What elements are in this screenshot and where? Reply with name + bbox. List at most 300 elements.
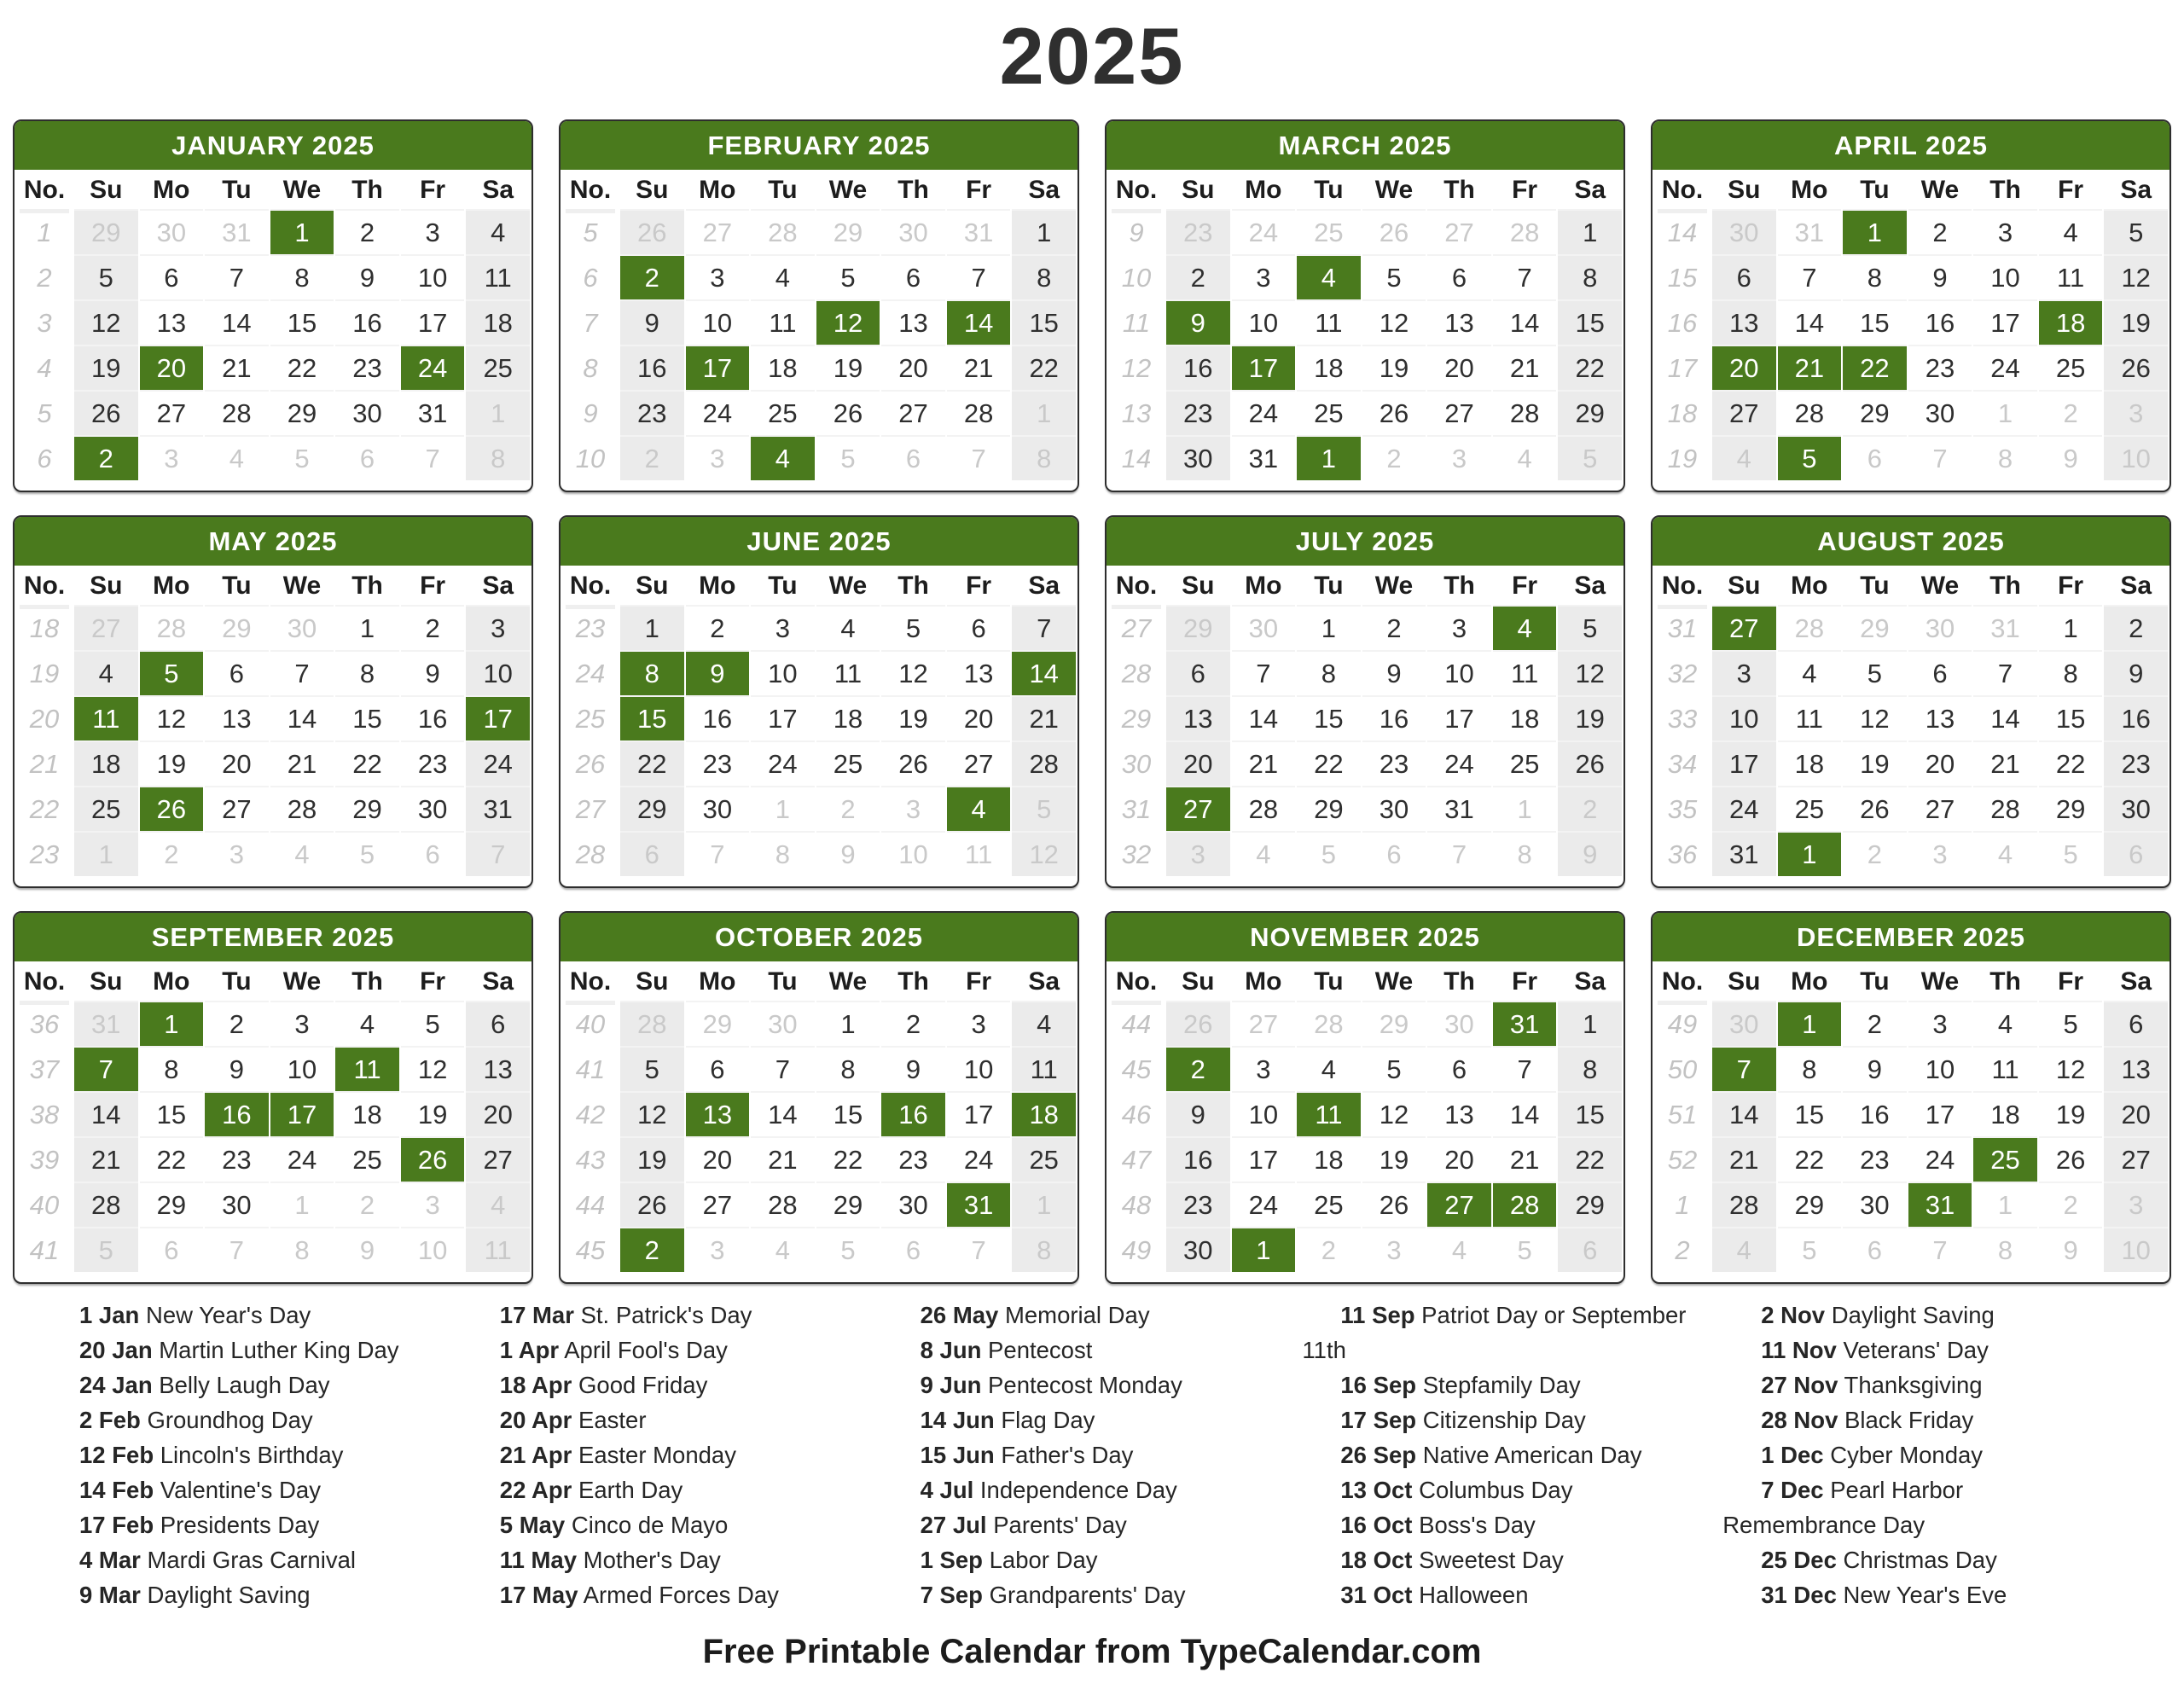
- holiday-day-cell: 8: [620, 652, 684, 695]
- day-cell: 6: [1843, 437, 1907, 480]
- weekday-header: Tu: [1297, 171, 1361, 209]
- day-cell: 7: [401, 437, 465, 480]
- weekday-header: Sa: [1558, 171, 1622, 209]
- day-cell: 28: [205, 392, 269, 435]
- week-number: 41: [575, 1054, 606, 1084]
- day-cell: 21: [751, 1138, 815, 1182]
- holiday-date: 11 Nov: [1761, 1337, 1837, 1363]
- day-cell: 28: [1232, 787, 1296, 831]
- day-cell: 24: [686, 392, 750, 435]
- weekday-header: Su: [620, 567, 684, 605]
- day-cell: 28: [751, 1183, 815, 1227]
- holiday-item: [882, 1333, 1303, 1368]
- weekday-header: Th: [881, 963, 945, 1001]
- holiday-date: 17 Feb: [79, 1512, 154, 1538]
- weekday-header: We: [816, 171, 880, 209]
- day-cell: 30: [2104, 787, 2168, 831]
- week-row: [562, 1002, 1076, 1046]
- week-row: [1654, 742, 2168, 786]
- holiday-date: 25 Dec: [1761, 1547, 1837, 1573]
- day-cell: 1: [1493, 787, 1557, 831]
- holiday-day-cell: 11: [74, 697, 138, 740]
- day-cell: 24: [1973, 346, 2037, 390]
- day-cell: 8: [1973, 1228, 2037, 1272]
- day-cell: 11: [466, 1228, 530, 1272]
- day-cell: 21: [1973, 742, 2037, 786]
- day-cell: 8: [816, 1048, 880, 1091]
- day-cell: 28: [140, 607, 204, 650]
- day-cell: 3: [140, 437, 204, 480]
- weekday-header-row: [1654, 171, 2168, 209]
- holiday-day-cell: 5: [1778, 437, 1842, 480]
- weekday-header: Sa: [1012, 171, 1076, 209]
- day-cell: 10: [1973, 256, 2037, 299]
- day-cell: 3: [1166, 833, 1230, 876]
- day-cell: 9: [2039, 1228, 2103, 1272]
- day-cell: 20: [1166, 742, 1230, 786]
- day-cell: 3: [881, 787, 945, 831]
- holiday-date: 21 Apr: [499, 1442, 572, 1468]
- month-table: [561, 961, 1077, 1274]
- month-table: [1653, 566, 2169, 878]
- day-cell: 6: [947, 607, 1011, 650]
- day-cell: 8: [1843, 256, 1907, 299]
- week-number: 9: [1129, 217, 1144, 247]
- week-number: 27: [575, 793, 606, 824]
- holiday-day-cell: 28: [1493, 1183, 1557, 1227]
- weekday-header: We: [270, 567, 334, 605]
- day-cell: 12: [620, 1093, 684, 1136]
- weekday-header: Mo: [1778, 567, 1842, 605]
- day-cell: 29: [270, 392, 334, 435]
- day-cell: 12: [1012, 833, 1076, 876]
- weekday-header-row: [1108, 171, 1622, 209]
- day-cell: 25: [335, 1138, 399, 1182]
- holiday-name: Lincoln's Birthday: [154, 1442, 344, 1468]
- holiday-name: Flag Day: [994, 1407, 1095, 1433]
- day-cell: 5: [270, 437, 334, 480]
- weekday-header: Mo: [686, 567, 750, 605]
- day-cell: 3: [401, 1183, 465, 1227]
- holiday-name: Grandparents' Day: [982, 1582, 1186, 1608]
- day-cell: 21: [1493, 1138, 1557, 1182]
- holiday-item: [41, 1368, 462, 1402]
- day-cell: 27: [74, 607, 138, 650]
- week-number: 22: [29, 793, 60, 824]
- day-cell: 28: [1712, 1183, 1776, 1227]
- month-title: FEBRUARY 2025: [561, 121, 1077, 170]
- week-number: 18: [29, 613, 60, 643]
- week-number: 32: [1121, 839, 1152, 869]
- holiday-day-cell: 2: [1166, 1048, 1230, 1091]
- day-cell: 5: [1493, 1228, 1557, 1272]
- week-number: 10: [1121, 262, 1152, 293]
- weekday-header: No.: [562, 963, 619, 1001]
- day-cell: 1: [335, 607, 399, 650]
- week-number: 29: [1121, 703, 1152, 734]
- weekday-header: Su: [1166, 963, 1230, 1001]
- holiday-date: 20 Apr: [499, 1407, 572, 1433]
- month-table: [1107, 566, 1623, 878]
- day-cell: 23: [686, 742, 750, 786]
- day-cell: 2: [620, 437, 684, 480]
- day-cell: 8: [335, 652, 399, 695]
- day-cell: 10: [686, 301, 750, 345]
- holiday-day-cell: 20: [140, 346, 204, 390]
- week-number: 14: [1667, 217, 1698, 247]
- weekday-header: Fr: [1493, 963, 1557, 1001]
- day-cell: 6: [881, 437, 945, 480]
- month-card: [559, 119, 1079, 492]
- weekday-header: Fr: [2039, 171, 2103, 209]
- week-number: 31: [1667, 613, 1698, 643]
- day-cell: 2: [881, 1002, 945, 1046]
- day-cell: 7: [1493, 256, 1557, 299]
- month-table: [1107, 170, 1623, 482]
- holiday-column: [1302, 1298, 1722, 1612]
- week-number: 4: [37, 352, 52, 383]
- holiday-day-cell: 26: [140, 787, 204, 831]
- week-number: 40: [29, 1189, 60, 1220]
- month-card: [13, 911, 533, 1284]
- weekday-header-row: [16, 171, 530, 209]
- weekday-header: We: [270, 171, 334, 209]
- day-cell: 4: [1712, 1228, 1776, 1272]
- holiday-date: 1 Dec: [1761, 1442, 1824, 1468]
- day-cell: 12: [140, 697, 204, 740]
- day-cell: 23: [1166, 211, 1230, 254]
- month-card: [559, 911, 1079, 1284]
- week-row: [16, 346, 530, 390]
- week-number: 3: [37, 307, 52, 338]
- holiday-name: Pearl Harbor Remembrance Day: [1722, 1477, 1964, 1538]
- day-cell: 5: [620, 1048, 684, 1091]
- day-cell: 9: [1843, 1048, 1907, 1091]
- day-cell: 31: [1778, 211, 1842, 254]
- week-row: [16, 1138, 530, 1182]
- day-cell: 8: [1493, 833, 1557, 876]
- holiday-day-cell: 18: [2039, 301, 2103, 345]
- day-cell: 6: [2104, 833, 2168, 876]
- day-cell: 1: [1012, 1183, 1076, 1227]
- holiday-item: [462, 1437, 882, 1472]
- day-cell: 27: [686, 1183, 750, 1227]
- weekday-header: No.: [16, 963, 73, 1001]
- day-cell: 27: [1908, 787, 1972, 831]
- holiday-day-cell: 27: [1166, 787, 1230, 831]
- day-cell: 10: [1908, 1048, 1972, 1091]
- day-cell: 21: [205, 346, 269, 390]
- day-cell: 28: [270, 787, 334, 831]
- week-row: [1654, 1048, 2168, 1091]
- holiday-day-cell: 21: [1778, 346, 1842, 390]
- day-cell: 21: [947, 346, 1011, 390]
- day-cell: 22: [1778, 1138, 1842, 1182]
- holiday-day-cell: 1: [1232, 1228, 1296, 1272]
- day-cell: 18: [466, 301, 530, 345]
- day-cell: 3: [2104, 392, 2168, 435]
- holiday-day-cell: 20: [1712, 346, 1776, 390]
- holiday-date: 14 Feb: [79, 1477, 154, 1503]
- week-row: [1654, 346, 2168, 390]
- day-cell: 3: [686, 437, 750, 480]
- weekday-header: No.: [1654, 171, 1711, 209]
- holiday-item: [1722, 1542, 2143, 1577]
- week-row: [1654, 1002, 2168, 1046]
- day-cell: 18: [816, 697, 880, 740]
- day-cell: 24: [1232, 392, 1296, 435]
- day-cell: 4: [1778, 652, 1842, 695]
- day-cell: 4: [751, 1228, 815, 1272]
- day-cell: 3: [401, 211, 465, 254]
- day-cell: 2: [335, 211, 399, 254]
- holiday-day-cell: 31: [1493, 1002, 1557, 1046]
- weekday-header: Mo: [1778, 171, 1842, 209]
- week-row: [1108, 607, 1622, 650]
- day-cell: 28: [1973, 787, 2037, 831]
- week-number: 23: [575, 613, 606, 643]
- day-cell: 30: [1362, 787, 1426, 831]
- day-cell: 24: [1427, 742, 1491, 786]
- holiday-day-cell: 5: [140, 652, 204, 695]
- day-cell: 10: [1427, 652, 1491, 695]
- day-cell: 5: [335, 833, 399, 876]
- week-row: [1654, 256, 2168, 299]
- day-cell: 10: [1232, 301, 1296, 345]
- day-cell: 4: [335, 1002, 399, 1046]
- week-row: [562, 211, 1076, 254]
- holiday-date: 5 May: [499, 1512, 566, 1538]
- month-table: [15, 170, 531, 482]
- day-cell: 7: [1493, 1048, 1557, 1091]
- week-number: 37: [29, 1054, 60, 1084]
- day-cell: 23: [1166, 1183, 1230, 1227]
- day-cell: 5: [74, 1228, 138, 1272]
- day-cell: 1: [74, 833, 138, 876]
- day-cell: 5: [816, 256, 880, 299]
- day-cell: 2: [1908, 211, 1972, 254]
- day-cell: 10: [1232, 1093, 1296, 1136]
- day-cell: 30: [1427, 1002, 1491, 1046]
- month-table: [1653, 961, 2169, 1274]
- day-cell: 1: [466, 392, 530, 435]
- day-cell: 1: [1012, 392, 1076, 435]
- day-cell: 25: [751, 392, 815, 435]
- week-number: 28: [575, 839, 606, 869]
- weekday-header: Fr: [1493, 171, 1557, 209]
- day-cell: 30: [686, 787, 750, 831]
- holiday-name: Sweetest Day: [1412, 1547, 1564, 1573]
- day-cell: 2: [401, 607, 465, 650]
- day-cell: 20: [1427, 346, 1491, 390]
- holiday-name: Good Friday: [572, 1372, 708, 1398]
- holiday-date: 18 Apr: [499, 1372, 572, 1398]
- day-cell: 8: [270, 1228, 334, 1272]
- week-number: 1: [37, 217, 52, 247]
- holiday-item: [41, 1333, 462, 1368]
- day-cell: 13: [881, 301, 945, 345]
- week-row: [1108, 1228, 1622, 1272]
- day-cell: 30: [140, 211, 204, 254]
- day-cell: 5: [816, 437, 880, 480]
- holiday-day-cell: 1: [1843, 211, 1907, 254]
- holiday-item: [1722, 1577, 2143, 1612]
- day-cell: 3: [1427, 437, 1491, 480]
- month-table: [1107, 961, 1623, 1274]
- month-card: [1105, 515, 1625, 888]
- day-cell: 8: [140, 1048, 204, 1091]
- day-cell: 16: [1843, 1093, 1907, 1136]
- week-number: 30: [1121, 748, 1152, 779]
- day-cell: 25: [2039, 346, 2103, 390]
- week-row: [16, 392, 530, 435]
- week-row: [1654, 652, 2168, 695]
- month-title: JUNE 2025: [561, 517, 1077, 566]
- holiday-day-cell: 1: [1778, 833, 1842, 876]
- day-cell: 23: [881, 1138, 945, 1182]
- day-cell: 12: [1558, 652, 1622, 695]
- day-cell: 5: [1778, 1228, 1842, 1272]
- holiday-day-cell: 1: [270, 211, 334, 254]
- day-cell: 28: [620, 1002, 684, 1046]
- week-number: 50: [1667, 1054, 1698, 1084]
- weekday-header: Th: [1973, 171, 2037, 209]
- week-row: [562, 1228, 1076, 1272]
- week-number: 38: [29, 1099, 60, 1129]
- day-cell: 21: [1493, 346, 1557, 390]
- day-cell: 4: [1297, 1048, 1361, 1091]
- holiday-item: [41, 1298, 462, 1333]
- holiday-date: 26 Sep: [1340, 1442, 1417, 1468]
- weekday-header: Th: [881, 567, 945, 605]
- day-cell: 22: [1558, 1138, 1622, 1182]
- day-cell: 5: [1843, 652, 1907, 695]
- holiday-date: 16 Sep: [1340, 1372, 1417, 1398]
- week-row: [16, 256, 530, 299]
- week-number: 49: [1667, 1008, 1698, 1039]
- day-cell: 18: [74, 742, 138, 786]
- month-table: [15, 961, 531, 1274]
- week-row: [1654, 1138, 2168, 1182]
- weekday-header: Th: [335, 567, 399, 605]
- weekday-header: Sa: [466, 171, 530, 209]
- page-title: 2025: [999, 11, 1185, 101]
- weekday-header: Mo: [1232, 171, 1296, 209]
- week-row: [1108, 787, 1622, 831]
- day-cell: 28: [1012, 742, 1076, 786]
- holiday-name: Patriot Day or September 11th: [1302, 1302, 1687, 1363]
- month-title: DECEMBER 2025: [1653, 913, 2169, 961]
- week-row: [1654, 301, 2168, 345]
- day-cell: 12: [2039, 1048, 2103, 1091]
- weekday-header: Sa: [466, 567, 530, 605]
- day-cell: 12: [1843, 697, 1907, 740]
- holiday-date: 12 Feb: [79, 1442, 154, 1468]
- day-cell: 2: [1843, 833, 1907, 876]
- day-cell: 6: [1908, 652, 1972, 695]
- holiday-day-cell: 4: [947, 787, 1011, 831]
- week-number: 43: [575, 1144, 606, 1175]
- day-cell: 28: [74, 1183, 138, 1227]
- day-cell: 4: [2039, 211, 2103, 254]
- day-cell: 7: [947, 1228, 1011, 1272]
- day-cell: 28: [1297, 1002, 1361, 1046]
- week-number: 28: [1121, 658, 1152, 688]
- day-cell: 14: [1493, 301, 1557, 345]
- weekday-header: Mo: [686, 963, 750, 1001]
- week-number: 40: [575, 1008, 606, 1039]
- weekday-header: No.: [16, 567, 73, 605]
- day-cell: 22: [2039, 742, 2103, 786]
- day-cell: 20: [881, 346, 945, 390]
- day-cell: 5: [2039, 833, 2103, 876]
- day-cell: 15: [1778, 1093, 1842, 1136]
- day-cell: 10: [401, 256, 465, 299]
- weekday-header: Tu: [1843, 171, 1907, 209]
- weekday-header: Tu: [1843, 963, 1907, 1001]
- day-cell: 8: [1297, 652, 1361, 695]
- day-cell: 29: [1778, 1183, 1842, 1227]
- day-cell: 13: [466, 1048, 530, 1091]
- week-row: [562, 437, 1076, 480]
- day-cell: 19: [140, 742, 204, 786]
- week-number: 21: [29, 748, 60, 779]
- day-cell: 2: [335, 1183, 399, 1227]
- holiday-date: 27 Nov: [1761, 1372, 1838, 1398]
- holiday-name: Independence Day: [973, 1477, 1177, 1503]
- holiday-date: 24 Jan: [79, 1372, 153, 1398]
- holiday-name: Cinco de Mayo: [565, 1512, 729, 1538]
- day-cell: 2: [1166, 256, 1230, 299]
- weekday-header: Sa: [2104, 567, 2168, 605]
- holiday-name: New Year's Eve: [1836, 1582, 2007, 1608]
- day-cell: 3: [1712, 652, 1776, 695]
- day-cell: 18: [335, 1093, 399, 1136]
- holiday-day-cell: 2: [620, 256, 684, 299]
- week-number: 17: [1667, 352, 1698, 383]
- week-number: 11: [1122, 307, 1151, 338]
- holiday-day-cell: 31: [947, 1183, 1011, 1227]
- day-cell: 21: [1232, 742, 1296, 786]
- day-cell: 19: [1362, 346, 1426, 390]
- day-cell: 30: [881, 1183, 945, 1227]
- day-cell: 9: [816, 833, 880, 876]
- holiday-date: 14 Jun: [920, 1407, 995, 1433]
- day-cell: 24: [947, 1138, 1011, 1182]
- month-table: [15, 566, 531, 878]
- week-row: [1108, 211, 1622, 254]
- week-number: 45: [575, 1234, 606, 1265]
- day-cell: 19: [620, 1138, 684, 1182]
- holiday-date: 17 Sep: [1340, 1407, 1417, 1433]
- week-number: 5: [37, 398, 52, 428]
- weekday-header: Mo: [1232, 963, 1296, 1001]
- holiday-item: [41, 1437, 462, 1472]
- month-title: JANUARY 2025: [15, 121, 531, 170]
- day-cell: 4: [270, 833, 334, 876]
- day-cell: 29: [74, 211, 138, 254]
- day-cell: 10: [1712, 697, 1776, 740]
- day-cell: 17: [1712, 742, 1776, 786]
- holiday-item: [1302, 1368, 1722, 1402]
- day-cell: 15: [270, 301, 334, 345]
- day-cell: 29: [1843, 607, 1907, 650]
- weekday-header: No.: [1654, 567, 1711, 605]
- day-cell: 9: [1908, 256, 1972, 299]
- weekday-header: Sa: [2104, 963, 2168, 1001]
- day-cell: 11: [751, 301, 815, 345]
- day-cell: 8: [1012, 1228, 1076, 1272]
